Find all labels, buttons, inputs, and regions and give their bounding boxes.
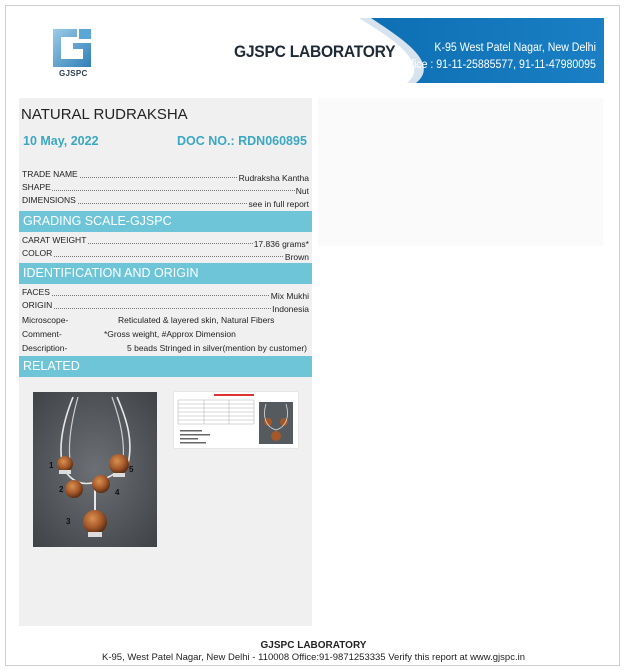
footer-address: K-95, West Patel Nagar, New Delhi - 110008 Office:91-9871253335 Verify this report at www.gjspc.in — [102, 652, 525, 663]
dimensions-value: see in full report — [248, 199, 309, 209]
report-date: 10 May, 2022 — [23, 134, 99, 148]
trade-name-value: Rudraksha Kantha — [238, 173, 309, 183]
footer-lab-name: GJSPC LABORATORY — [260, 640, 367, 651]
logo-text: GJSPC — [59, 69, 88, 78]
grading-section-header — [19, 211, 312, 232]
color-label: COLOR — [22, 248, 53, 258]
faces-label: FACES — [22, 287, 50, 297]
origin-label: ORIGIN — [22, 300, 53, 310]
origin-value: Indonesia — [272, 304, 309, 314]
description-label: Description- — [22, 343, 68, 353]
faces-value: Mix Mukhi — [270, 291, 309, 301]
rudraksha-photo[interactable] — [33, 392, 157, 547]
header-contact — [400, 40, 596, 74]
shape-row — [22, 182, 309, 194]
dimensions-label: DIMENSIONS — [22, 195, 76, 205]
leader-dots — [22, 308, 309, 309]
leader-dots — [22, 256, 309, 257]
leader-dots — [22, 190, 309, 191]
comment-label: Comment- — [22, 329, 62, 339]
carat-weight-value: 17.836 grams* — [253, 239, 309, 249]
header-address: K-95 West Patel Nagar, New Delhi — [434, 42, 596, 54]
bead-number-3: 3 — [66, 517, 71, 526]
lab-name: GJSPC LABORATORY — [234, 42, 396, 61]
blank-side-panel — [318, 98, 603, 246]
trade-name-label: TRADE NAME — [22, 169, 78, 179]
report-card — [19, 98, 312, 626]
identification-section-header — [19, 263, 312, 284]
microscope-label: Microscope- — [22, 315, 69, 325]
report-header — [19, 18, 604, 83]
bead-number-4: 4 — [115, 488, 120, 497]
rudraksha-necklace-image — [33, 392, 157, 547]
shape-value: Nut — [295, 186, 309, 196]
header-office-phone: Office : 91-11-25885577, 91-11-47980095 — [400, 59, 596, 71]
report-title: NATURAL RUDRAKSHA — [21, 106, 188, 123]
microscope-value: Reticulated & layered skin, Natural Fibers — [118, 315, 275, 325]
leader-dots — [22, 295, 309, 296]
color-row — [22, 248, 309, 260]
full-report-thumbnail[interactable] — [174, 392, 298, 448]
report-footer — [0, 640, 627, 663]
grading-heading: GRADING SCALE-GJSPC — [23, 214, 172, 228]
dimensions-row — [22, 195, 309, 207]
bead-number-1: 1 — [49, 461, 54, 470]
report-thumbnail-image — [174, 392, 298, 448]
faces-row — [22, 287, 309, 299]
bead-number-2: 2 — [59, 485, 64, 494]
doc-number: DOC NO.: RDN060895 — [177, 134, 307, 148]
related-section-header — [19, 356, 312, 377]
comment-value: *Gross weight, #Approx Dimension — [104, 329, 236, 339]
trade-name-row — [22, 169, 309, 181]
carat-weight-label: CARAT WEIGHT — [22, 235, 87, 245]
identification-heading: IDENTIFICATION AND ORIGIN — [23, 266, 199, 280]
description-value: 5 beads Stringed in silver(mention by customer) — [127, 343, 307, 353]
bead-number-5: 5 — [129, 465, 134, 474]
shape-label: SHAPE — [22, 182, 51, 192]
color-value: Brown — [284, 252, 309, 262]
related-heading: RELATED — [23, 359, 80, 373]
carat-weight-row — [22, 235, 309, 247]
origin-row — [22, 300, 309, 312]
